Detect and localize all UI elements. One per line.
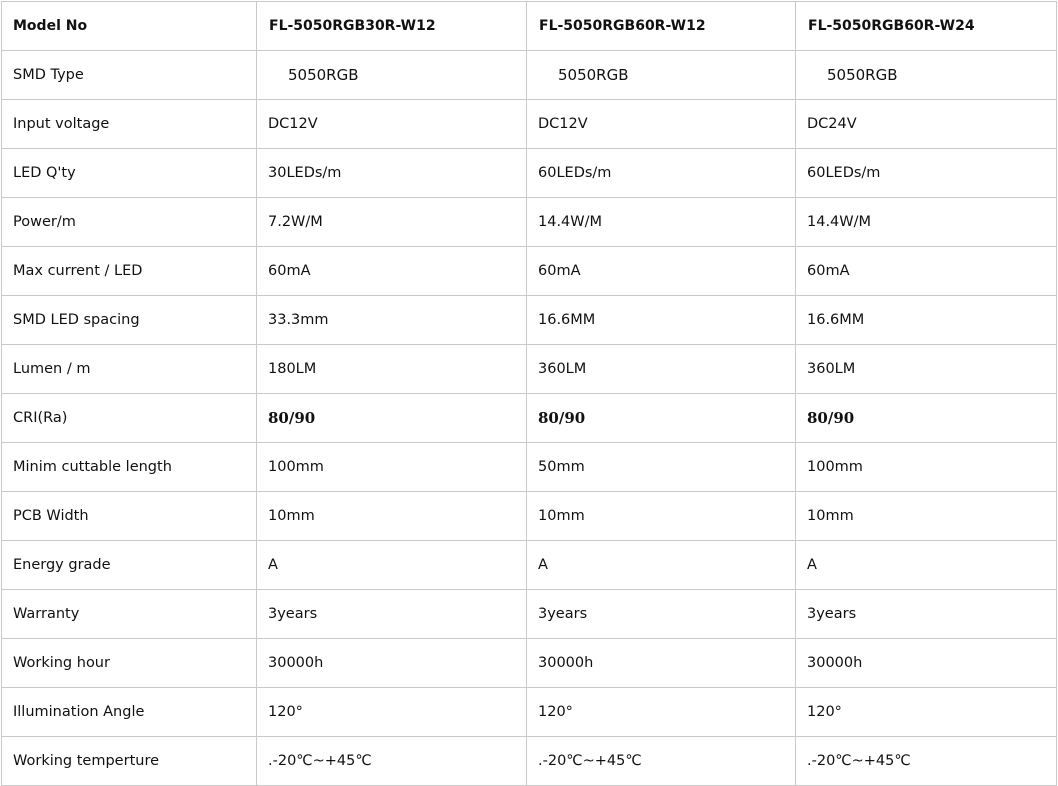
row-label: Warranty bbox=[2, 590, 257, 639]
table-cell: 14.4W/M bbox=[527, 198, 796, 247]
table-cell: DC12V bbox=[527, 100, 796, 149]
row-label: Working hour bbox=[2, 639, 257, 688]
table-cell: 120° bbox=[527, 688, 796, 737]
header-label-cell: Model No bbox=[2, 2, 257, 51]
table-cell: 100mm bbox=[796, 443, 1057, 492]
table-cell: 10mm bbox=[527, 492, 796, 541]
table-cell: 120° bbox=[796, 688, 1057, 737]
table-cell: 3years bbox=[796, 590, 1057, 639]
table-row bbox=[2, 737, 1057, 786]
table-cell: 5050RGB bbox=[527, 51, 796, 100]
table-row bbox=[2, 149, 1057, 198]
table-cell: A bbox=[527, 541, 796, 590]
table-cell: 16.6MM bbox=[527, 296, 796, 345]
table-row bbox=[2, 394, 1057, 443]
table-cell: 50mm bbox=[527, 443, 796, 492]
table-cell: 7.2W/M bbox=[257, 198, 527, 247]
row-label: Energy grade bbox=[2, 541, 257, 590]
table-row bbox=[2, 198, 1057, 247]
table-row bbox=[2, 492, 1057, 541]
table-cell: 30000h bbox=[257, 639, 527, 688]
row-label: Power/m bbox=[2, 198, 257, 247]
table-cell: 60mA bbox=[796, 247, 1057, 296]
table-cell: 33.3mm bbox=[257, 296, 527, 345]
table-row bbox=[2, 100, 1057, 149]
table-cell: .-20℃~+45℃ bbox=[796, 737, 1057, 786]
table-cell: 3years bbox=[527, 590, 796, 639]
table-cell: 80/90 bbox=[257, 394, 527, 443]
row-label: Illumination Angle bbox=[2, 688, 257, 737]
table-cell: 180LM bbox=[257, 345, 527, 394]
row-label: LED Q'ty bbox=[2, 149, 257, 198]
table-cell: 60mA bbox=[257, 247, 527, 296]
table-cell: A bbox=[257, 541, 527, 590]
row-label: Minim cuttable length bbox=[2, 443, 257, 492]
row-label: CRI(Ra) bbox=[2, 394, 257, 443]
table-cell: DC12V bbox=[257, 100, 527, 149]
spec-table bbox=[1, 1, 1057, 786]
table-cell: 3years bbox=[257, 590, 527, 639]
table-row bbox=[2, 639, 1057, 688]
table-row bbox=[2, 590, 1057, 639]
table-cell: A bbox=[796, 541, 1057, 590]
row-label: Lumen / m bbox=[2, 345, 257, 394]
row-label: Input voltage bbox=[2, 100, 257, 149]
table-cell: 360LM bbox=[796, 345, 1057, 394]
table-cell: 14.4W/M bbox=[796, 198, 1057, 247]
table-cell: 30LEDs/m bbox=[257, 149, 527, 198]
row-label: SMD Type bbox=[2, 51, 257, 100]
row-label: SMD LED spacing bbox=[2, 296, 257, 345]
table-cell: 60mA bbox=[527, 247, 796, 296]
model-header-cell: FL-5050RGB60R-W24 bbox=[796, 2, 1057, 51]
row-label: Max current / LED bbox=[2, 247, 257, 296]
table-cell: 5050RGB bbox=[796, 51, 1057, 100]
table-cell: 16.6MM bbox=[796, 296, 1057, 345]
table-row bbox=[2, 296, 1057, 345]
table-cell: 80/90 bbox=[796, 394, 1057, 443]
table-cell: 100mm bbox=[257, 443, 527, 492]
table-cell: 30000h bbox=[527, 639, 796, 688]
table-row bbox=[2, 345, 1057, 394]
table-cell: DC24V bbox=[796, 100, 1057, 149]
table-cell: 10mm bbox=[257, 492, 527, 541]
table-row bbox=[2, 688, 1057, 737]
model-header-cell: FL-5050RGB60R-W12 bbox=[527, 2, 796, 51]
table-cell: .-20℃~+45℃ bbox=[257, 737, 527, 786]
table-cell: 10mm bbox=[796, 492, 1057, 541]
table-cell: 5050RGB bbox=[257, 51, 527, 100]
table-row bbox=[2, 247, 1057, 296]
table-cell: .-20℃~+45℃ bbox=[527, 737, 796, 786]
table-cell: 80/90 bbox=[527, 394, 796, 443]
table-cell: 60LEDs/m bbox=[527, 149, 796, 198]
table-cell: 60LEDs/m bbox=[796, 149, 1057, 198]
table-cell: 360LM bbox=[527, 345, 796, 394]
table-row bbox=[2, 51, 1057, 100]
row-label: PCB Width bbox=[2, 492, 257, 541]
table-row bbox=[2, 541, 1057, 590]
row-label: Working temperture bbox=[2, 737, 257, 786]
table-cell: 30000h bbox=[796, 639, 1057, 688]
header-row bbox=[2, 2, 1057, 51]
table-cell: 120° bbox=[257, 688, 527, 737]
table-row bbox=[2, 443, 1057, 492]
model-header-cell: FL-5050RGB30R-W12 bbox=[257, 2, 527, 51]
